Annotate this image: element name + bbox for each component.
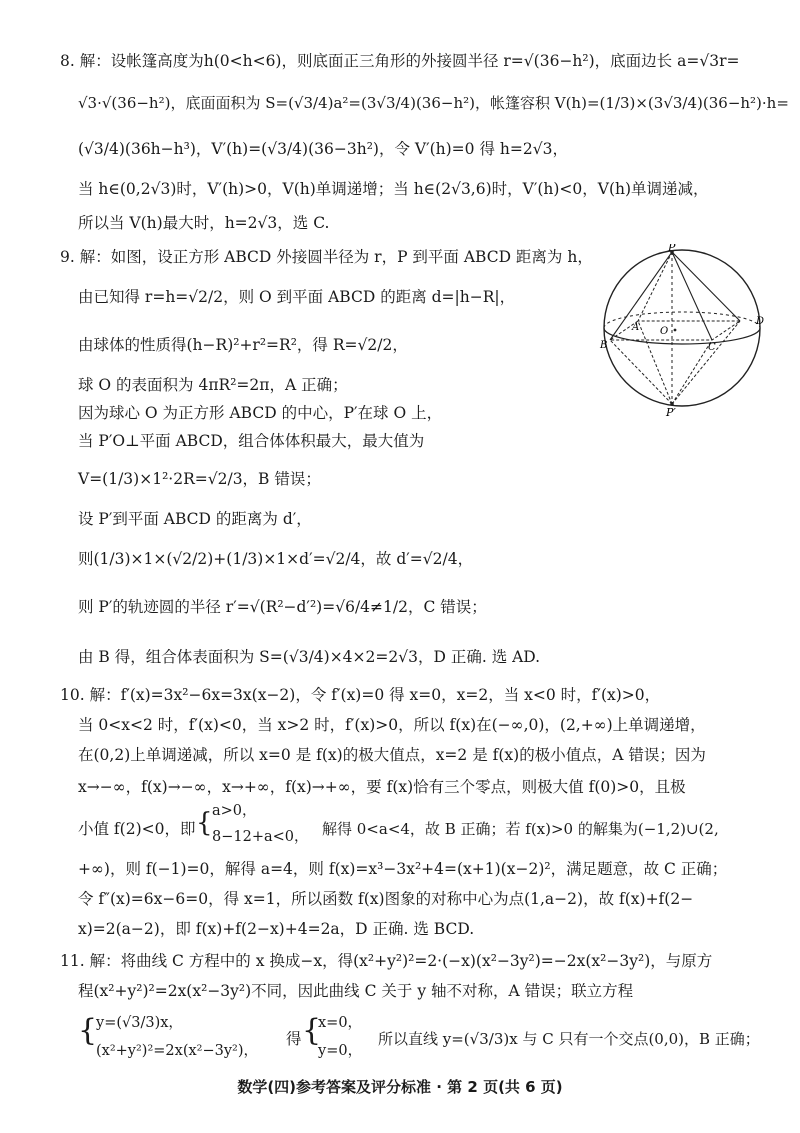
- p9-line-4: 球 O 的表面积为 4πR²=2π，A 正确；: [78, 376, 348, 394]
- p10-line-3: 在(0,2)上单调递减，所以 x=0 是 f(x)的极大值点，x=2 是 f(x)的极小值点，A 错误；因为: [78, 746, 706, 764]
- p8-line-5: 所以当 V(h)最大时，h=2√3，选 C.: [78, 214, 330, 232]
- p11-system-b-row-2: y=0，: [318, 1043, 363, 1059]
- sphere-diagram: [596, 244, 778, 416]
- p10-line-4: x→−∞，f(x)→−∞，x→+∞，f(x)→+∞，要 f(x)恰有三个零点，则极大值 f(0)>0，且极: [78, 778, 686, 796]
- p9-line-11: 由 B 得，组合体表面积为 S=(√3/4)×4×2=2√3，D 正确. 选 AD.: [78, 648, 541, 666]
- p10-line-6: +∞)，则 f(−1)=0，解得 a=4，则 f(x)=x³−3x²+4=(x+1)(x−2)²，满足题意，故 C 正确；: [78, 860, 728, 878]
- p8-line-2: √3·√(36−h²)，底面面积为 S=(√3/4)a²=(3√3/4)(36−h²)，帐篷容积 V(h)=(1/3)×(3√3/4)(36−h²)·h=: [78, 94, 789, 112]
- label-pp: P′: [666, 406, 676, 416]
- p10-system-row-1: a>0，: [212, 803, 257, 819]
- p9-line-2: 由已知得 r=h=√2/2，则 O 到平面 ABCD 的距离 d=|h−R|，: [78, 288, 516, 306]
- p9-line-8: 设 P′到平面 ABCD 的距离为 d′，: [78, 510, 312, 528]
- edge-pa: [638, 252, 672, 321]
- point-o: [674, 329, 677, 332]
- p10-system-brace: {: [196, 808, 213, 838]
- p9-line-10: 则 P′的轨迹圆的半径 r′=√(R²−d′²)=√6/4≠1/2，C 错误；: [78, 598, 487, 616]
- p9-line-3: 由球体的性质得(h−R)²+r²=R²，得 R=√2/2，: [78, 336, 408, 354]
- p8-line-3: (√3/4)(36h−h³)，V′(h)=(√3/4)(36−3h²)，令 V′(h)=0 得 h=2√3，: [78, 140, 568, 158]
- label-d: D: [756, 316, 765, 327]
- p11-system-b-brace: {: [302, 1013, 322, 1048]
- edge-pc: [672, 252, 712, 340]
- p11-system-b-row-1: x=0，: [318, 1015, 363, 1031]
- page-footer: 数学(四)参考答案及评分标准 · 第 2 页(共 6 页): [237, 1078, 563, 1096]
- edge-ppd: [672, 321, 740, 404]
- p11-line-1: 11. 解：将曲线 C 方程中的 x 换成−x，得(x²+y²)²=2·(−x)(x²−3y²)=−2x(x²−3y²)，与原方: [60, 952, 713, 970]
- p11-de: 得: [286, 1030, 302, 1048]
- label-a: A: [632, 322, 640, 333]
- p10-line-5a: 小值 f(2)<0，即: [78, 820, 196, 838]
- label-c: C: [708, 342, 716, 353]
- label-o: O: [660, 326, 669, 337]
- label-b: B: [600, 340, 608, 351]
- p10-line-2: 当 0<x<2 时，f′(x)<0，当 x>2 时，f′(x)>0，所以 f(x)在(−∞,0)，(2,+∞)上单调递增，: [78, 716, 706, 734]
- p9-line-7: V=(1/3)×1²·2R=√2/3，B 错误；: [78, 470, 321, 488]
- edge-ppc: [672, 340, 712, 404]
- p8-line-1: 8. 解：设帐篷高度为h(0<h<6)，则底面正三角形的外接圆半径 r=√(36−h²)，底面边长 a=√3r=: [60, 52, 740, 70]
- p11-system-a-brace: {: [78, 1013, 98, 1048]
- p10-line-7: 令 f″(x)=6x−6=0，得 x=1，所以函数 f(x)图象的对称中心为点(1,a−2)，故 f(x)+f(2−: [78, 890, 694, 908]
- p11-system-a-row-2: (x²+y²)²=2x(x²−3y²)，: [96, 1043, 259, 1059]
- p9-line-5: 因为球心 O 为正方形 ABCD 的中心，P′在球 O 上，: [78, 404, 443, 422]
- p11-line-2: 程(x²+y²)²=2x(x²−3y²)不同，因此曲线 C 关于 y 轴不对称，A 错误；联立方程: [78, 982, 634, 1000]
- p10-line-1: 10. 解：f′(x)=3x²−6x=3x(x−2)，令 f′(x)=0 得 x=0，x=2，当 x<0 时，f′(x)>0，: [60, 686, 661, 704]
- p9-line-1: 9. 解：如图，设正方形 ABCD 外接圆半径为 r，P 到平面 ABCD 距离为 h，: [60, 248, 593, 266]
- p9-line-9: 则(1/3)×1×(√2/2)+(1/3)×1×d′=√2/4，故 d′=√2/4，: [78, 550, 474, 568]
- p11-system-a-row-1: y=(√3/3)x，: [96, 1015, 183, 1031]
- edge-pd: [672, 252, 740, 321]
- p10-line-5b: 解得 0<a<4，故 B 正确；若 f(x)>0 的解集为(−1,2)∪(2,: [322, 820, 719, 838]
- p10-line-8: x)=2(a−2)，即 f(x)+f(2−x)+4=2a，D 正确. 选 BCD.: [78, 920, 475, 938]
- p10-system-row-2: 8−12+a<0，: [212, 829, 309, 845]
- p11-tail: 所以直线 y=(√3/3)x 与 C 只有一个交点(0,0)，B 正确；: [378, 1030, 760, 1048]
- p8-line-4: 当 h∈(0,2√3)时，V′(h)>0，V(h)单调递增；当 h∈(2√3,6)时，V′(h)<0，V(h)单调递减，: [78, 180, 709, 198]
- equator-front: [604, 328, 760, 344]
- sphere-figure: [596, 244, 778, 416]
- label-p: P: [668, 244, 676, 254]
- p9-line-6: 当 P′O⊥平面 ABCD，组合体体积最大，最大值为: [78, 432, 425, 450]
